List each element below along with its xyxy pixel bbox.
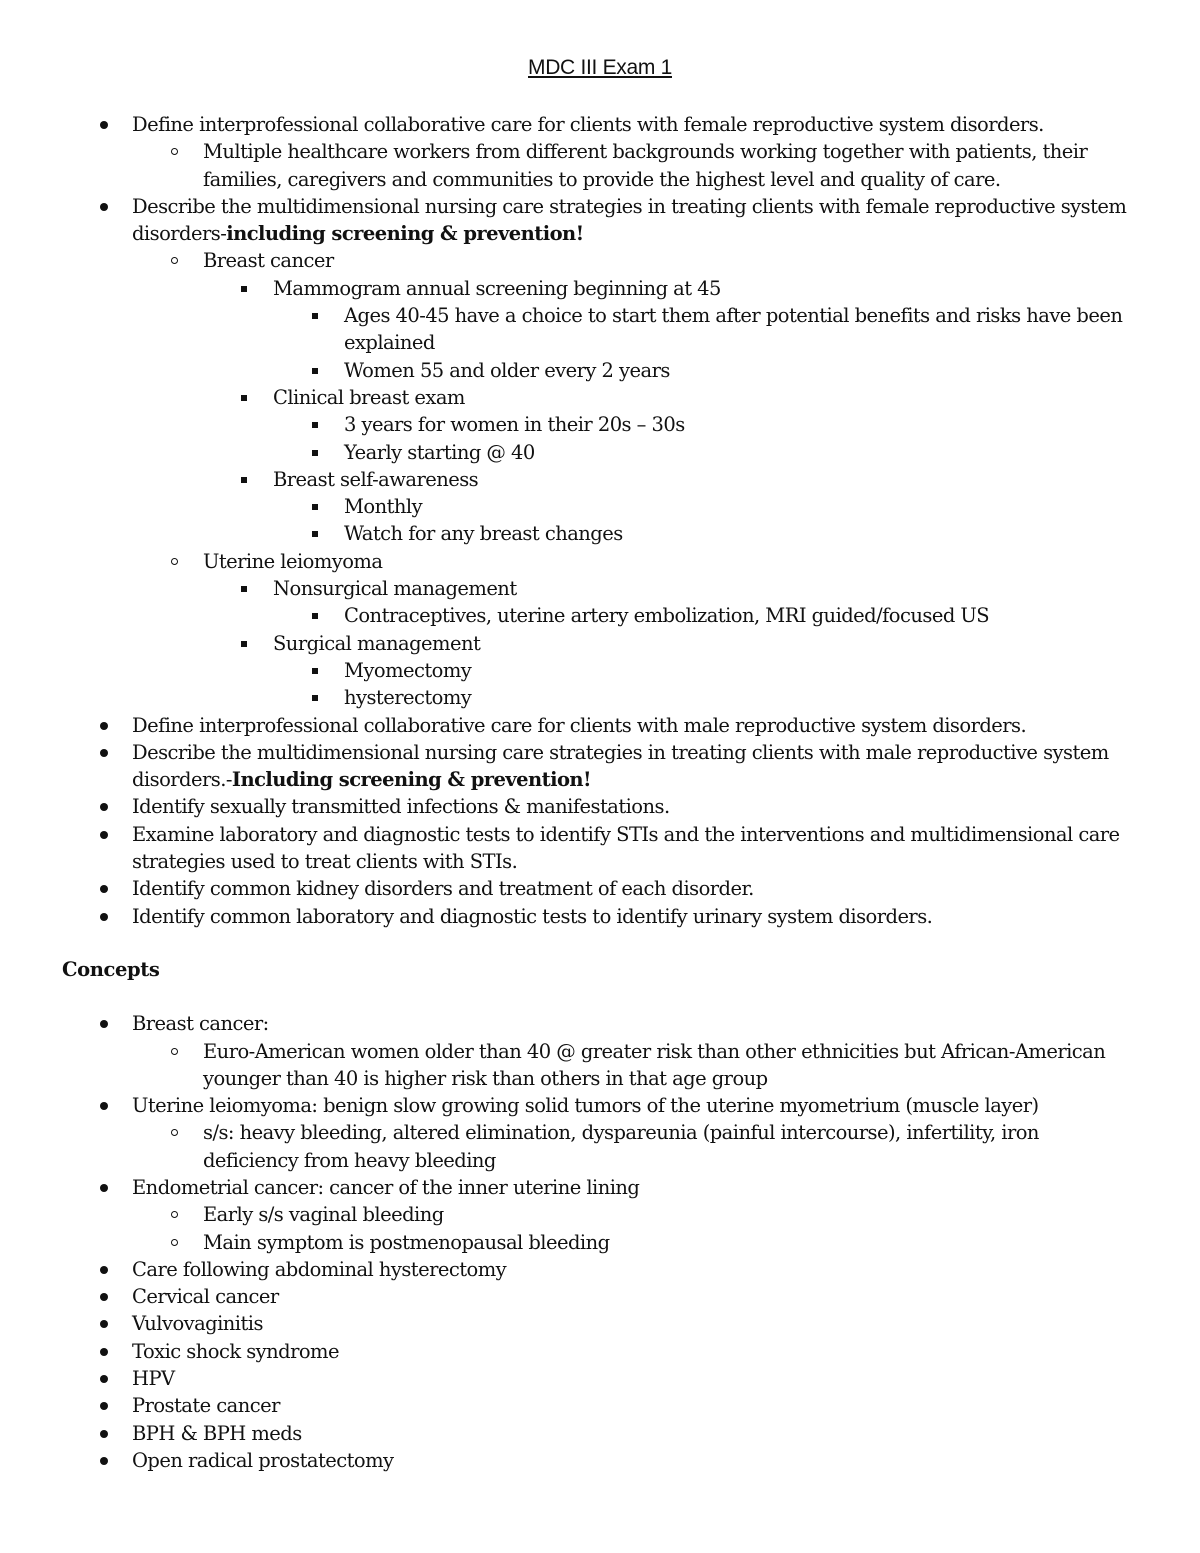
list-item: Endometrial cancer: cancer of the inner uterine lining [0, 1174, 1200, 1201]
list-item: Ages 40-45 have a choice to start them after potential benefits and risks have been [0, 302, 1200, 329]
bullet-square-icon [312, 613, 318, 619]
bullet-disc-icon [100, 913, 108, 921]
list-item: Define interprofessional collaborative care for clients with female reproductive system disorders. [0, 111, 1200, 138]
bullet-disc-icon [100, 1293, 108, 1301]
list-item: Cervical cancer [0, 1283, 1200, 1310]
bullet-disc-icon [100, 1320, 108, 1328]
bullet-disc-icon [100, 121, 108, 129]
bullet-square-icon [241, 586, 247, 592]
list-item: Uterine leiomyoma [0, 548, 1200, 575]
bullet-disc-icon [100, 1020, 108, 1028]
emphasis-text: including screening & prevention! [226, 222, 584, 246]
bullet-disc-icon [100, 1457, 108, 1465]
list-item-continuation: deficiency from heavy bleeding [203, 1148, 496, 1172]
list-item-continuation: disorders-including screening & prevention! [132, 222, 584, 246]
bullet-disc-icon [100, 1402, 108, 1410]
list-item: Open radical prostatectomy [0, 1447, 1200, 1474]
bullet-square-icon [241, 641, 247, 647]
list-item: Myomectomy [0, 657, 1200, 684]
list-item: Multiple healthcare workers from different backgrounds working together with patients, their [0, 138, 1200, 165]
list-item: Breast self-awareness [0, 466, 1200, 493]
bullet-square-icon [312, 422, 318, 428]
bullet-disc-icon [100, 1184, 108, 1192]
bullet-square-icon [312, 504, 318, 510]
list-item: Monthly [0, 493, 1200, 520]
bullet-circle-icon [171, 257, 178, 264]
bullet-circle-icon [171, 1129, 178, 1136]
list-item-continuation: disorders.-Including screening & prevention! [132, 768, 592, 792]
list-item: Yearly starting @ 40 [0, 439, 1200, 466]
list-item: Mammogram annual screening beginning at 45 [0, 275, 1200, 302]
bullet-square-icon [312, 668, 318, 674]
section-heading: Concepts [62, 957, 160, 981]
list-item: Uterine leiomyoma: benign slow growing solid tumors of the uterine myometrium (muscle layer) [0, 1092, 1200, 1119]
list-item: Identify common kidney disorders and treatment of each disorder. [0, 875, 1200, 902]
list-item: Prostate cancer [0, 1392, 1200, 1419]
list-item-continuation: explained [344, 331, 435, 355]
list-item: s/s: heavy bleeding, altered elimination, dyspareunia (painful intercourse), infertility, iron [0, 1119, 1200, 1146]
list-item: Vulvovaginitis [0, 1310, 1200, 1337]
bullet-square-icon [312, 450, 318, 456]
bullet-disc-icon [100, 1375, 108, 1383]
list-item-continuation: families, caregivers and communities to provide the highest level and quality of care. [203, 167, 1001, 191]
bullet-disc-icon [100, 749, 108, 757]
list-item: Care following abdominal hysterectomy [0, 1256, 1200, 1283]
bullet-disc-icon [100, 722, 108, 730]
bullet-disc-icon [100, 885, 108, 893]
list-item: Breast cancer: [0, 1010, 1200, 1037]
bullet-circle-icon [171, 558, 178, 565]
bullet-square-icon [312, 531, 318, 537]
list-item: 3 years for women in their 20s – 30s [0, 411, 1200, 438]
list-item: Euro-American women older than 40 @ greater risk than other ethnicities but African-American [0, 1038, 1200, 1065]
bullet-circle-icon [171, 1239, 178, 1246]
bullet-square-icon [241, 286, 247, 292]
list-item: BPH & BPH meds [0, 1420, 1200, 1447]
list-item-continuation: strategies used to treat clients with STIs. [132, 850, 518, 874]
list-item: Breast cancer [0, 247, 1200, 274]
list-item: Main symptom is postmenopausal bleeding [0, 1229, 1200, 1256]
bullet-disc-icon [100, 203, 108, 211]
list-item: Watch for any breast changes [0, 520, 1200, 547]
list-item: Describe the multidimensional nursing care strategies in treating clients with female reproductive system [0, 193, 1200, 220]
bullet-disc-icon [100, 1102, 108, 1110]
list-item: Clinical breast exam [0, 384, 1200, 411]
bullet-square-icon [312, 368, 318, 374]
page-title: MDC III Exam 1 [528, 56, 672, 79]
bullet-square-icon [312, 695, 318, 701]
bullet-circle-icon [171, 1211, 178, 1218]
bullet-square-icon [312, 313, 318, 319]
bullet-disc-icon [100, 1430, 108, 1438]
bullet-square-icon [241, 395, 247, 401]
list-item: Define interprofessional collaborative care for clients with male reproductive system disorders. [0, 712, 1200, 739]
list-item: Identify common laboratory and diagnostic tests to identify urinary system disorders. [0, 903, 1200, 930]
list-item: Toxic shock syndrome [0, 1338, 1200, 1365]
list-item: Identify sexually transmitted infections & manifestations. [0, 793, 1200, 820]
bullet-circle-icon [171, 1048, 178, 1055]
list-item: Describe the multidimensional nursing care strategies in treating clients with male reproductive system [0, 739, 1200, 766]
bullet-circle-icon [171, 148, 178, 155]
bullet-square-icon [241, 477, 247, 483]
bullet-disc-icon [100, 831, 108, 839]
list-item: HPV [0, 1365, 1200, 1392]
list-item: Women 55 and older every 2 years [0, 357, 1200, 384]
list-item: Examine laboratory and diagnostic tests to identify STIs and the interventions and multidimensional care [0, 821, 1200, 848]
list-item: Contraceptives, uterine artery embolization, MRI guided/focused US [0, 602, 1200, 629]
bullet-disc-icon [100, 1348, 108, 1356]
bullet-disc-icon [100, 803, 108, 811]
list-item: Early s/s vaginal bleeding [0, 1201, 1200, 1228]
list-item-continuation: younger than 40 is higher risk than others in that age group [203, 1066, 768, 1090]
bullet-disc-icon [100, 1266, 108, 1274]
list-item: Surgical management [0, 630, 1200, 657]
list-item: Nonsurgical management [0, 575, 1200, 602]
objectives-list [0, 111, 1200, 1474]
emphasis-text: Including screening & prevention! [231, 768, 592, 792]
list-item: hysterectomy [0, 684, 1200, 711]
